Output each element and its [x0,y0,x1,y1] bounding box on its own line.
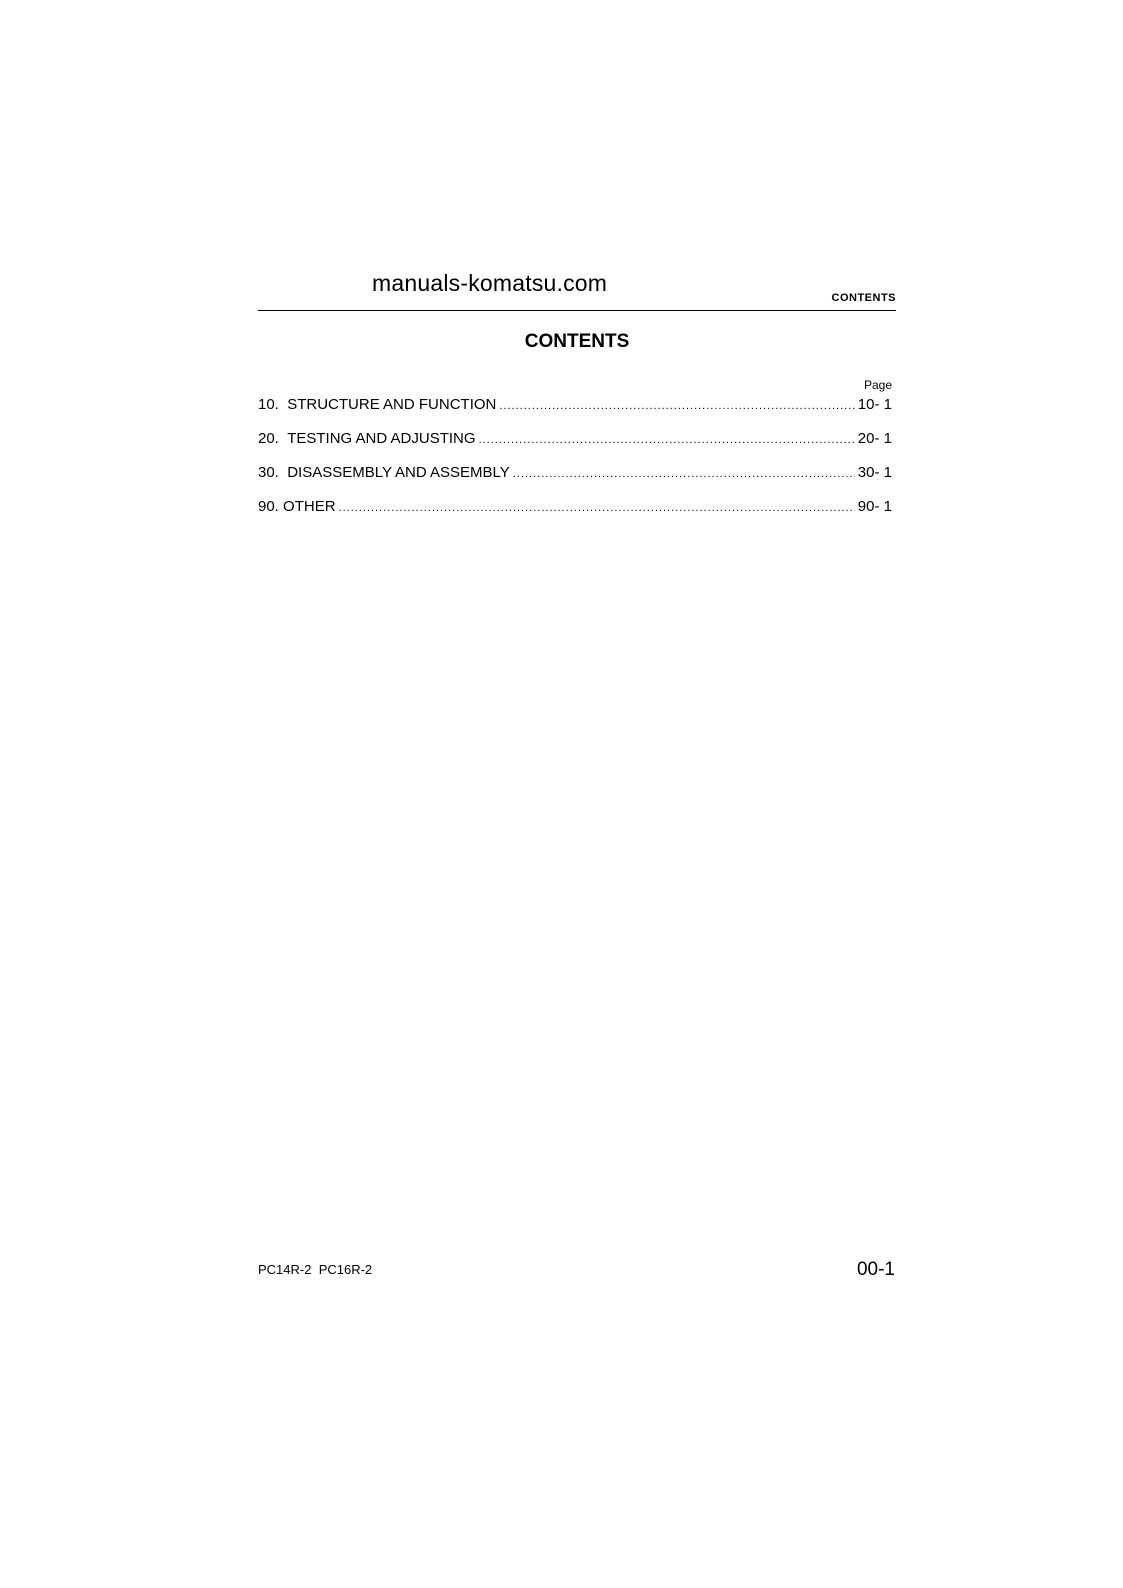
table-of-contents [258,396,892,520]
toc-entry-disassembly-and-assembly[interactable] [258,464,892,486]
toc-leader-dots [499,400,854,412]
toc-entry-number: 20. [258,430,279,447]
footer-page-number: 00-1 [856,1259,895,1280]
toc-entry-page: 20- 1 [857,430,892,447]
toc-entry-testing-and-adjusting[interactable] [258,430,892,452]
header-divider [258,310,896,311]
toc-entry-title: DISASSEMBLY AND ASSEMBLY [287,464,510,481]
toc-entry-title: TESTING AND ADJUSTING [287,430,476,447]
page-column-label: Page [863,378,892,392]
toc-entry-number: 90. [258,498,279,515]
footer-model-designation: PC14R-2 PC16R-2 [258,1262,373,1277]
toc-entry-other[interactable] [258,498,892,520]
watermark-text: manuals-komatsu.com [372,270,608,296]
toc-entry-page: 90- 1 [857,498,892,515]
header-section-label: CONTENTS [831,292,896,304]
toc-entry-number: 10. [258,396,279,413]
toc-leader-dots [339,502,855,514]
toc-entry-page: 10- 1 [857,396,892,413]
toc-entry-page: 30- 1 [857,464,892,481]
toc-entry-title: OTHER [283,498,336,515]
page-title: CONTENTS [524,331,630,352]
toc-entry-structure-and-function[interactable] [258,396,892,418]
toc-entry-number: 30. [258,464,279,481]
toc-leader-dots [513,468,855,480]
toc-entry-title: STRUCTURE AND FUNCTION [287,396,497,413]
toc-leader-dots [479,434,855,446]
